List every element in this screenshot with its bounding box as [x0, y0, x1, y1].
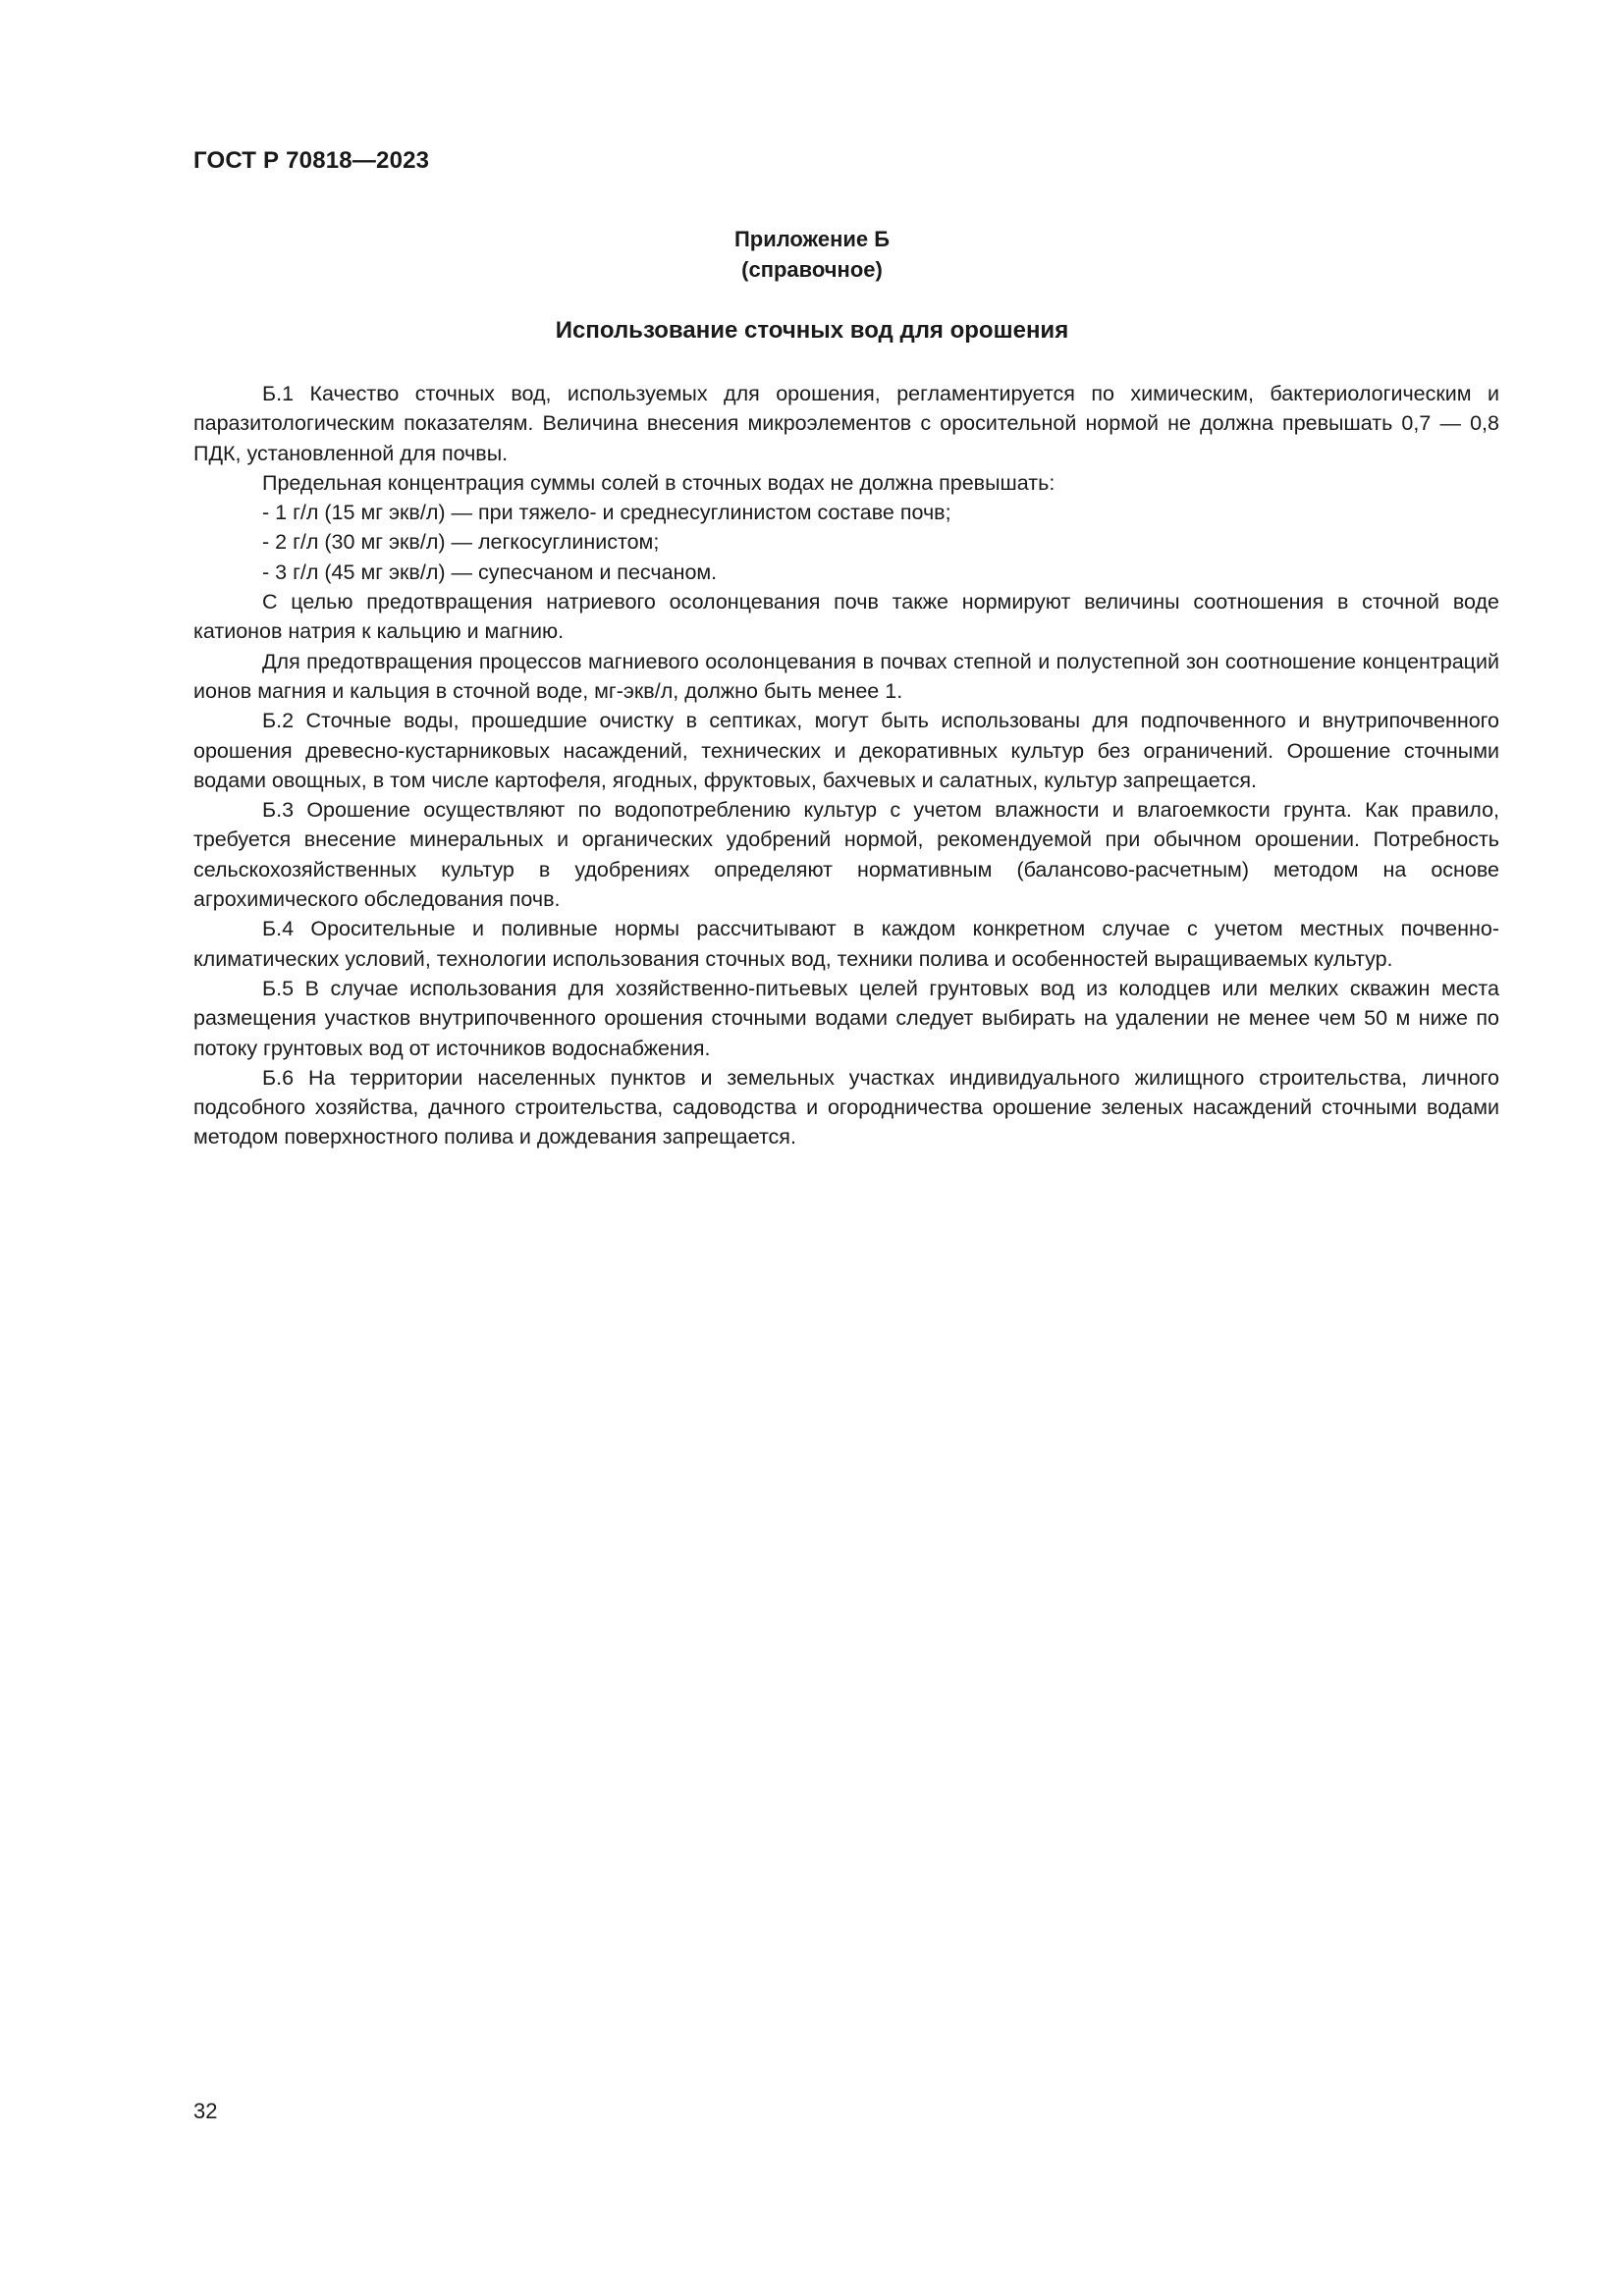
list-item: - 3 г/л (45 мг экв/л) — супесчаном и песчаном.	[262, 560, 718, 584]
section-title: Использование сточных вод для орошения	[555, 317, 1069, 344]
list-item: - 1 г/л (15 мг экв/л) — при тяжело- и среднесуглинистом составе почв;	[262, 501, 951, 525]
page-number: 32	[193, 2099, 218, 2123]
paragraph-sodium: С целью предотвращения натриевого осолонцевания почв также нормируют величины соотношения в сточной воде катионов натрия к кальцию и магнию.	[193, 590, 1499, 644]
document-code-header: ГОСТ Р 70818—2023	[193, 147, 430, 174]
paragraph-b3: Б.3 Орошение осуществляют по водопотреблению культур с учетом влажности и влагоемкости грунта. Как правило, требуется внесение минеральных и органических удобрений нормой, рекомендуемой при обычном орошении. Потребность сельскохозяйственных культур в удобрениях определяют нормативным (балансово-расчетным) методом на основе агрохимического обследования почв.	[193, 798, 1499, 912]
paragraph-b5: Б.5 В случае использования для хозяйственно-питьевых целей грунтовых вод из колодцев или мелких скважин места размещения участков внутрипочвенного орошения сточными водами следует выбирать на удалении не менее чем 50 м ниже по потоку грунтовых вод от источников водоснабжения.	[193, 976, 1499, 1060]
annex-heading	[193, 224, 1431, 285]
paragraph-b6: Б.6 На территории населенных пунктов и земельных участках индивидуального жилищного строительства, личного подсобного хозяйства, дачного строительства, садоводства и огородничества орошение зеленых насаждений сточными водами методом поверхностного полива и дождевания запрещается.	[193, 1065, 1499, 1149]
paragraph-b4: Б.4 Оросительные и поливные нормы рассчитывают в каждом конкретном случае с учетом местных почвенно-климатических условий, технологии использования сточных вод, техники полива и особенностей выращиваемых культур.	[193, 917, 1499, 971]
paragraph-b1: Б.1 Качество сточных вод, используемых для орошения, регламентируется по химическим, бактериологическим и паразитологическим показателям. Величина внесения микроэлементов с оросительной нормой не должна превышать 0,7 — 0,8 ПДК, установленной для почвы.	[193, 382, 1499, 465]
paragraph-b2: Б.2 Сточные воды, прошедшие очистку в септиках, могут быть использованы для подпочвенного и внутрипочвенного орошения древесно-кустарниковых насаждений, технических и декоративных культур без ограничений. Орошение сточными водами овощных, в том числе картофеля, ягодных, фруктовых, бахчевых и салатных, культур запрещается.	[193, 709, 1499, 792]
annex-title: Приложение Б	[733, 227, 891, 251]
paragraph-salt-limit-intro: Предельная концентрация суммы солей в сточных водах не должна превышать:	[262, 470, 1056, 495]
document-body	[193, 379, 1499, 1152]
paragraph-magnesium: Для предотвращения процессов магниевого осолонцевания в почвах степной и полустепной зон соотношение концентраций ионов магния и кальция в сточной воде, мг-экв/л, должно быть менее 1.	[193, 649, 1499, 703]
list-item: - 2 г/л (30 мг экв/л) — легкосуглинистом;	[262, 530, 660, 555]
annex-type: (справочное)	[741, 257, 883, 282]
